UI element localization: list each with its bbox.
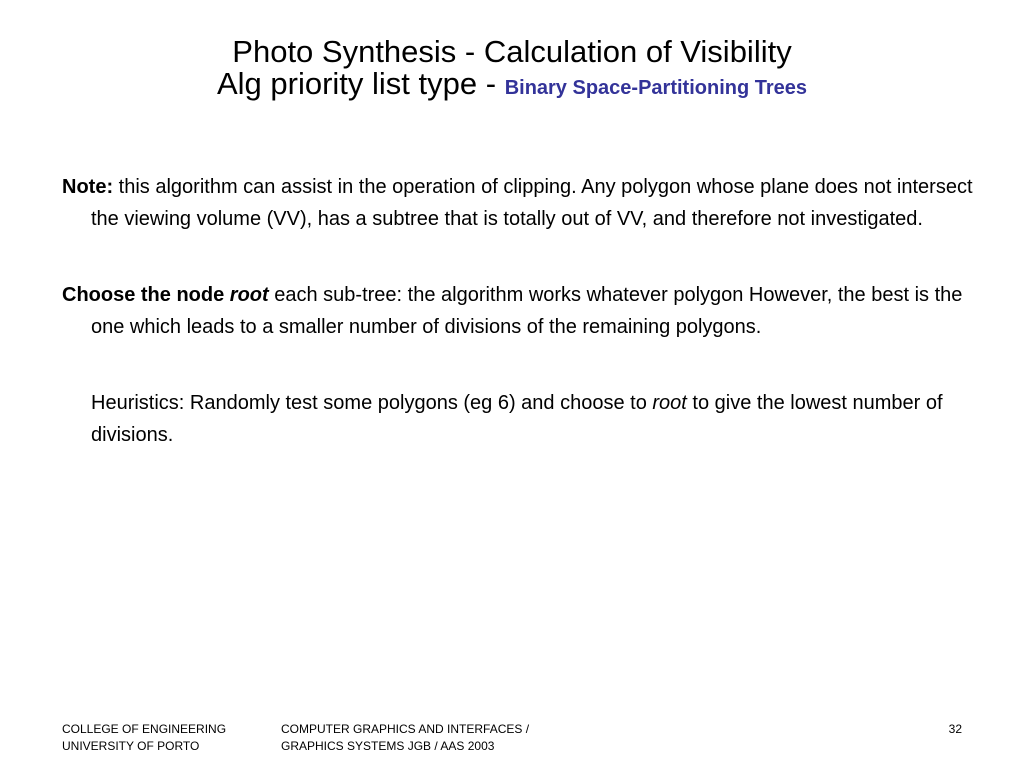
heuristics-paragraph	[62, 387, 982, 451]
page-number: 32	[948, 722, 962, 736]
slide-title	[0, 36, 1024, 104]
footer-course-line-1: COMPUTER GRAPHICS AND INTERFACES /	[281, 722, 530, 736]
note-label: Note:	[62, 176, 114, 198]
choose-node-paragraph	[62, 279, 982, 343]
choose-node-label: Choose the node	[62, 284, 230, 306]
slide-body	[62, 171, 982, 451]
footer-course-line-2: GRAPHICS SYSTEMS JGB / AAS 2003	[281, 739, 495, 753]
title-highlight: Binary Space-Partitioning Trees	[504, 77, 808, 99]
heuristics-text-after: to give the lowest number of divisions.	[91, 392, 943, 446]
heuristics-root: root	[652, 392, 687, 414]
title-line-2	[0, 68, 1024, 104]
footer-institution-line-2: UNIVERSITY OF PORTO	[62, 739, 200, 753]
title-line-1: Photo Synthesis - Calculation of Visibility	[232, 34, 792, 69]
footer-course	[281, 721, 601, 755]
note-text: this algorithm can assist in the operation of clipping. Any polygon whose plane does not intersect the viewing volume (VV), has a subtree that is totally out of VV, and therefore not investigated.	[91, 176, 973, 230]
choose-node-text: each sub-tree: the algorithm works whatever polygon However, the best is the one which leads to a smaller number of divisions of the remaining polygons.	[91, 284, 963, 338]
choose-node-root: root	[229, 284, 269, 306]
note-paragraph	[62, 171, 982, 235]
footer-institution-line-1: COLLEGE OF ENGINEERING	[62, 722, 227, 736]
title-line-2-main: Alg priority list type -	[216, 66, 505, 101]
footer-institution	[62, 721, 262, 755]
heuristics-text-before: Heuristics: Randomly test some polygons (eg 6) and choose to	[91, 392, 653, 414]
